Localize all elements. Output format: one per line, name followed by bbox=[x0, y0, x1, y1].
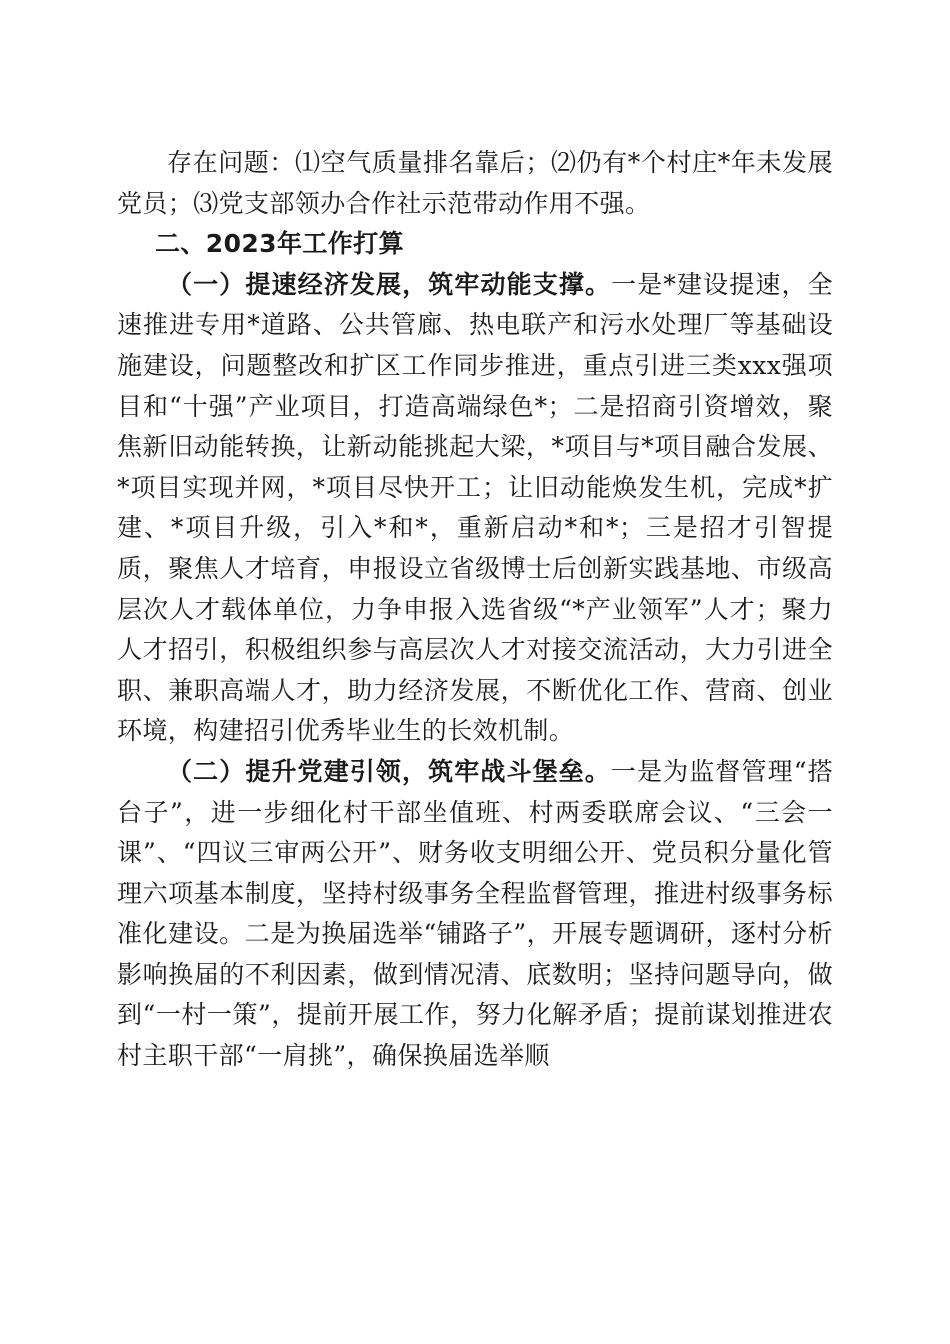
document-body bbox=[117, 143, 833, 1077]
item-lead-2: （二）提升党建引领，筑牢战斗堡垒。 bbox=[167, 756, 611, 786]
item-paragraph-1 bbox=[117, 265, 833, 752]
item-body-2: 一是为监督管理“搭台子”，进一步细化村干部坐值班、村两委联席会议、“三会一课”、“四议三审两公开”、财务收支明细公开、党员积分量化管理六项基本制度，坚持村级事务全程监督管理，推进村级事务标准化建设。二是为换届选举“铺路子”，开展专题调研，逐村分析影响换届的不利因素，做到情况清、底数明；坚持问题导向，做到“一村一策”，提前开展工作，努力化解矛盾；提前谋划推进农村主职干部“一肩挑”，确保换届选举顺 bbox=[117, 756, 833, 1071]
item-body-1: 一是*建设提速，全速推进专用*道路、公共管廊、热电联产和污水处理厂等基础设施建设，问题整改和扩区工作同步推进，重点引进三类xxx强项目和“十强”产业项目，打造高端绿色*；二是招商引资增效，聚焦新旧动能转换，让新动能挑起大梁，*项目与*项目融合发展、*项目实现并网，*项目尽快开工；让旧动能焕发生机，完成*扩建、*项目升级，引入*和*，重新启动*和*；三是招才引智提质，聚焦人才培育，申报设立省级博士后创新实践基地、市级高层次人才载体单位，力争申报入选省级“*产业领军”人才；聚力人才招引，积极组织参与高层次人才对接交流活动，大力引进全职、兼职高端人才，助力经济发展，不断优化工作、营商、创业环境，构建招引优秀毕业生的长效机制。 bbox=[117, 269, 833, 746]
item-lead-1: （一）提速经济发展，筑牢动能支撑。 bbox=[167, 269, 612, 299]
problems-paragraph: 存在问题：⑴空气质量排名靠后；⑵仍有*个村庄*年未发展党员；⑶党支部领办合作社示范带动作用不强。 bbox=[117, 148, 833, 218]
item-paragraph-2 bbox=[117, 752, 833, 1077]
section-heading: 二、2023年工作打算 bbox=[155, 229, 404, 259]
